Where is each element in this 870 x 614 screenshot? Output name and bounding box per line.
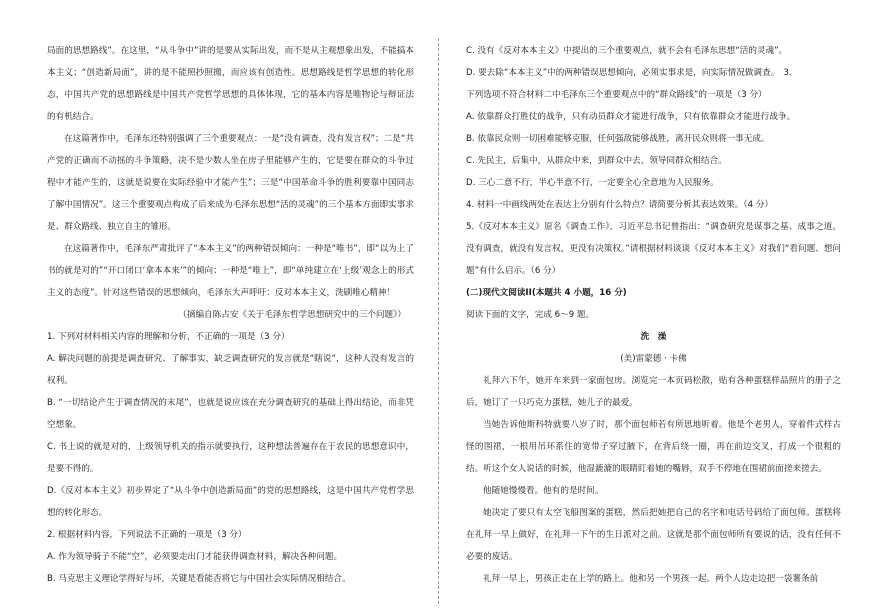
column-divider bbox=[438, 38, 439, 604]
question-3-stem: 下列选项不符合材料二中毛泽东三个重要观点中的“群众路线”的一项是（3 分） bbox=[466, 90, 767, 100]
story-paragraph-4: 她决定了要只有太空飞船图案的蛋糕，然后把她把自己的名字和电话号码给了面包师。蛋糕将在礼拜一早上做好，在礼拜一下午的生日派对之前。这就是那个面包师所有要说的话，没有任何不必要的废话。 bbox=[466, 508, 841, 562]
question-5: 5.《反对本本主义》原名《调查工作》，习近平总书记曾指出：“调查研究是谋事之基、成事之道。没有调查，就没有发言权，更没有决策权。”请根据材料谈谈《反对本本主义》对我们“看问题、想问题”有什么启示。（6 分） bbox=[466, 222, 841, 276]
question-2-option-b: B. 马克思主义理论学得好与坏，关键是看能否将它与中国社会实际情况相结合。 bbox=[47, 574, 351, 584]
question-1-option-b: B. “一切结论产生于调查情况的末尾”，也就是说应该在充分调查研究的基础上得出结论，而非凭空想象。 bbox=[47, 398, 414, 430]
question-1-option-a: A. 解决问题的前提是调查研究、了解事实，缺乏调查研究的发言就是“瞎说”，这种人没有发言的权利。 bbox=[47, 354, 414, 386]
story-paragraph-5: 礼拜一早上，男孩正走在上学的路上。他和另一个男孩一起。两个人边走边把一袋薯条前 bbox=[483, 574, 819, 584]
story-author: (美)雷蒙德 · 卡佛 bbox=[620, 354, 687, 364]
right-column bbox=[466, 40, 841, 590]
story-title: 洗 澡 bbox=[640, 332, 667, 342]
question-1-stem: 1. 下列对材料相关内容的理解和分析，不正确的一项是（3 分） bbox=[47, 332, 290, 342]
paragraph-1: 局面的思想路线”。在这里，“从斗争中”讲的是要从实际出发，而不是从主观想象出发，不能搞本本主义；“创造新局面”，讲的是不能照抄照搬，而应该有创造性。思想路线是哲学思想的转化形态，中国共产党的思想路线是中国共产党哲学思想的具体体现，它的基本内容是唯物论与辩证法的有机结合。 bbox=[47, 46, 414, 122]
question-2-stem: 2. 根据材料内容，下列说法不正确的一项是（3 分） bbox=[47, 530, 247, 540]
paragraph-3: 在这篇著作中，毛泽东严肃批评了“本本主义”的两种错误倾向：一种是“唯书”，即“以为上了书的就是对的”“开口闭口‘拿本本来’”的倾向；一种是“唯上”，即“单纯建立在‘上级’观念上的形式主义的态度”。针对这些错误的思想倾向，毛泽东大声呼吁：反对本本主义，洗刷唯心精神！ bbox=[47, 244, 414, 298]
question-1-option-c: C. 书上说的就是对的，上级领导机关的指示就要执行，这种想法普遍存在于农民的思想意识中，是要不得的。 bbox=[47, 442, 414, 474]
question-3-option-a: A. 依靠群众打胜仗的战争，只有动员群众才能进行战争，只有依靠群众才能进行战争。 bbox=[466, 112, 796, 122]
source-citation: （摘编自陈占安《关于毛泽东哲学思想研究中的三个问题》） bbox=[178, 310, 406, 320]
reading-instruction: 阅读下面的文字，完成 6～9 题。 bbox=[466, 310, 595, 320]
question-3-option-c: C. 先民主，后集中，从群众中来，到群众中去，领导同群众相结合。 bbox=[466, 156, 727, 166]
question-2-option-d: D. 要去除“本本主义”中的两种错误思想倾向，必须实事求是，向实际情况做调查。 3. bbox=[466, 68, 792, 78]
story-paragraph-2: 当她告诉他斯科特就要八岁了时，那个面包师若有所思地听着。他是个老男人，穿着件式样古怪的围裙，一根用吊环系住的宽带子穿过腋下，在背后绕一圈，再在前边交叉，打成一个很粗的结。听这个女人说话的时候，他湿漉漉的眼睛盯着她的嘴唇，双手不停地在围裙前面搓来搓去。 bbox=[466, 420, 841, 474]
question-3-option-d: D. 三心二意不行，半心半意不行，一定要全心全意地为人民服务。 bbox=[466, 178, 719, 188]
question-1-option-d: D.《反对本本主义》初步界定了“从斗争中创造新局面”的党的思想路线，这是中国共产党哲学思想的转化形态。 bbox=[47, 486, 414, 518]
story-paragraph-1: 礼拜六下午，她开车来到一家面包房。浏览完一本页码松散，贴有各种蛋糕样品照片的册子之后，她订了一只巧克力蛋糕，她儿子的最爱。 bbox=[466, 376, 841, 408]
left-column bbox=[47, 40, 414, 590]
question-2-option-a: A. 作为领导骑子不能“空”，必须要走出门才能获得调查材料，解决各种问题。 bbox=[47, 552, 343, 562]
question-4: 4. 材料一中画线两处在表达上分别有什么特点？请简要分析其表达效果。（4 分） bbox=[466, 200, 774, 210]
question-3-option-b: B. 依靠民众则一切困难能够克服，任何强敌能够战胜，离开民众则将一事无成。 bbox=[466, 134, 770, 144]
question-2-option-c: C. 没有《反对本本主义》中提出的三个重要观点，就不会有毛泽东思想“活的灵魂”。 bbox=[466, 46, 788, 56]
section-2-title: (二)现代文阅读II(本题共 4 小题，16 分) bbox=[466, 288, 627, 298]
paragraph-2: 在这篇著作中，毛泽东还特别强调了三个重要观点：一是“没有调查，没有发言权”；二是“共产党的正确而不动摇的斗争策略，决不是少数人坐在房子里能够产生的，它是要在群众的斗争过程中才能产生的，这就是说要在实际经验中才能产生”；三是“中国革命斗争的胜利要靠中国同志了解中国情况”。这三个重要观点构成了后来成为毛泽东思想“活的灵魂”的三个基本方面即实事求是、群众路线、独立自主的雏形。 bbox=[47, 134, 414, 232]
story-paragraph-3: 他随她慢慢看。他有的是时间。 bbox=[483, 486, 604, 496]
